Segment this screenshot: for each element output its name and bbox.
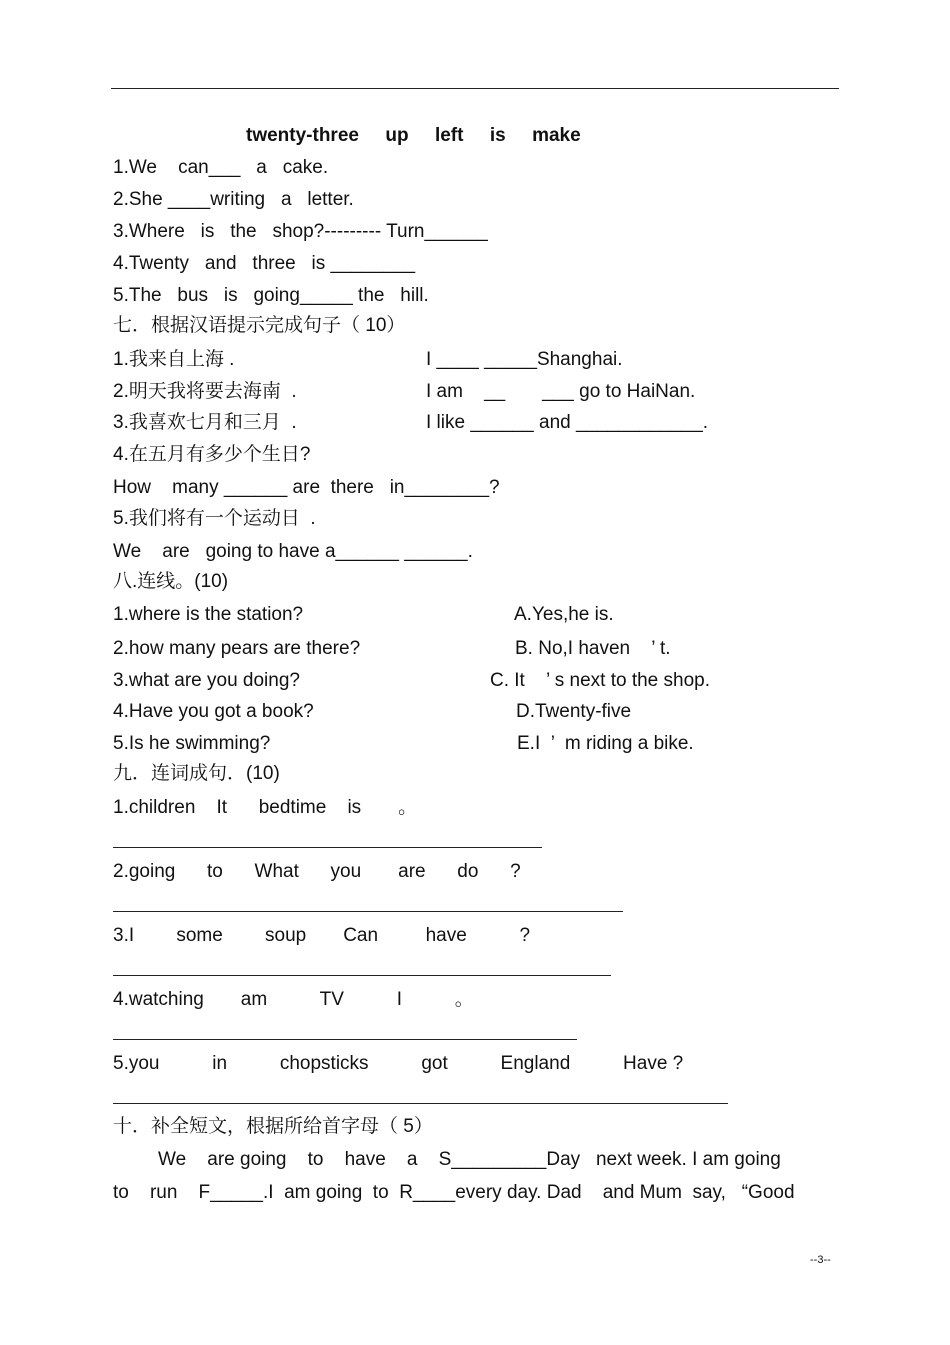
s7-item-4-cn: 4.在五月有多少个生日? xyxy=(113,444,311,465)
section-8-title: 八.连线。(10) xyxy=(113,571,229,592)
scramble-item-3: 3.I some soup Can have ? xyxy=(113,925,531,946)
answer-line-3[interactable] xyxy=(113,975,611,976)
section-10-title: 十．补全短文，根据所给首字母（ 5） xyxy=(113,1116,433,1137)
scramble-item-4: 4.watching am TV I 。 xyxy=(113,989,474,1010)
s7-item-2-cn: 2.明天我将要去海南 . xyxy=(113,381,297,402)
s7-item-1-cn: 1.我来自上海 . xyxy=(113,349,235,370)
s7-item-4-en: How many ______ are there in________? xyxy=(113,477,500,498)
section-9-title: 九．连词成句．(10) xyxy=(113,763,280,784)
fill-item-1: 1.We can___ a cake. xyxy=(113,157,329,178)
answer-line-5[interactable] xyxy=(113,1103,728,1104)
scramble-item-1: 1.children It bedtime is 。 xyxy=(113,797,418,818)
scramble-item-5: 5.you in chopsticks got England Have ? xyxy=(113,1053,684,1074)
fill-item-5: 5.The bus is going_____ the hill. xyxy=(113,285,429,306)
s7-item-5-cn: 5.我们将有一个运动日 . xyxy=(113,508,316,529)
passage-line-1: We are going to have a S_________Day next week. I am going xyxy=(158,1149,781,1170)
section-7-title: 七．根据汉语提示完成句子（ 10） xyxy=(113,315,406,336)
match-answer-b: B. No,I haven ’ t. xyxy=(515,638,671,659)
match-question-1: 1.where is the station? xyxy=(113,604,304,625)
answer-line-1[interactable] xyxy=(113,847,542,848)
page-number: --3-- xyxy=(810,1254,831,1266)
match-question-4: 4.Have you got a book? xyxy=(113,701,314,722)
scramble-item-2: 2.going to What you are do ? xyxy=(113,861,521,882)
match-question-5: 5.Is he swimming? xyxy=(113,733,271,754)
passage-line-2: to run F_____.I am going to R____every day. Dad and Mum say, “Good xyxy=(113,1182,795,1203)
s7-item-2-en: I am __ ___ go to HaiNan. xyxy=(426,381,696,402)
match-question-3: 3.what are you doing? xyxy=(113,670,300,691)
s7-item-1-en: I ____ _____Shanghai. xyxy=(426,349,623,370)
header-rule xyxy=(111,88,839,89)
answer-line-2[interactable] xyxy=(113,911,623,912)
fill-item-4: 4.Twenty and three is ________ xyxy=(113,253,416,274)
match-answer-c: C. It ’ s next to the shop. xyxy=(490,670,711,691)
match-answer-a: A.Yes,he is. xyxy=(514,604,614,625)
s7-item-5-en: We are going to have a______ ______. xyxy=(113,541,473,562)
match-answer-e: E.I ’ m riding a bike. xyxy=(517,733,694,754)
answer-line-4[interactable] xyxy=(113,1039,577,1040)
s7-item-3-en: I like ______ and ____________. xyxy=(426,412,709,433)
match-answer-d: D.Twenty-five xyxy=(516,701,632,722)
word-bank: twenty-three up left is make xyxy=(246,125,581,146)
s7-item-3-cn: 3.我喜欢七月和三月 . xyxy=(113,412,297,433)
fill-item-2: 2.She ____writing a letter. xyxy=(113,189,354,210)
fill-item-3: 3.Where is the shop?--------- Turn______ xyxy=(113,221,488,242)
match-question-2: 2.how many pears are there? xyxy=(113,638,361,659)
